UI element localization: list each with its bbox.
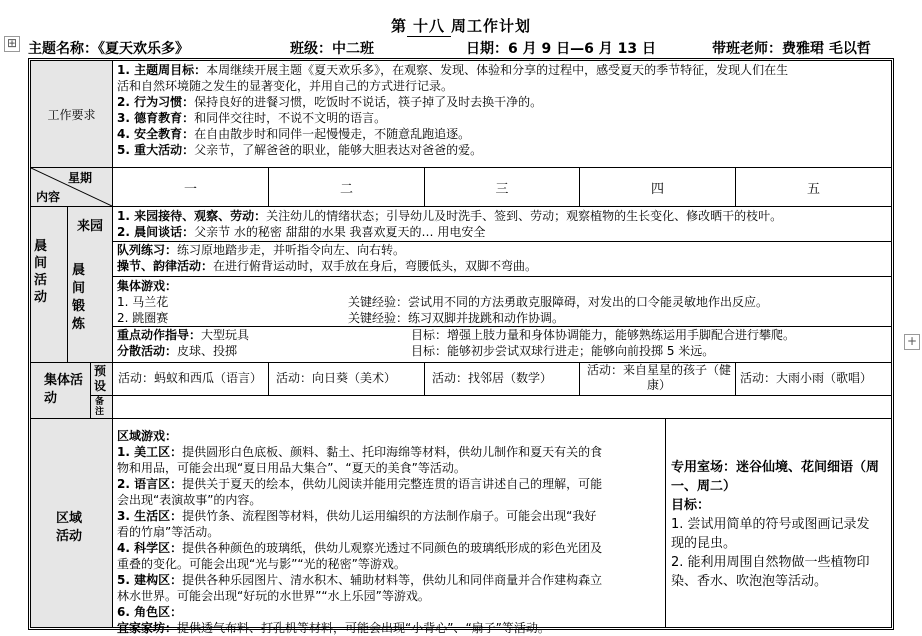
day-header: 四 [650, 181, 664, 197]
class-name: 班级：中二班 [290, 41, 374, 57]
plan-label: 预设 [94, 364, 107, 393]
arrival-label: 来园 [76, 218, 103, 234]
collective-activity: 活动：大雨小雨（歌唱） [740, 371, 873, 385]
note-label: 备注 [95, 397, 105, 417]
work-requirements: 1. 主题周目标：本周继续开展主题《夏天欢乐多》，在观察、发现、体验和分享的过程中，感受夏天的季节特征，发现人们在生 活和自然环境随之发生的显著变化，并用自己的方式进行记录。 2. 行为习惯：保持良好的进餐习惯，吃饭时不说话，筷子掉了及时去换干净的。 3. 德育教育：和同伴交往时，不说不文明的语言。 4. 安全教育：在自由散步时和同伴一起慢慢走，不随意乱跑追逐。 5. 重大活动：父亲节，了解爸爸的职业，能够大胆表达对爸爸的爱。 [117, 63, 789, 157]
theme-name: 主题名称：《夏天欢乐多》 [28, 41, 189, 57]
exercise-drills: 队列练习：练习原地踏步走，并听指令向左、向右转。 操节、韵律活动：在进行俯背运动时，双手放在身后，弯腰低头，双脚不弯曲。 [117, 243, 538, 273]
content-label: 内容 [36, 190, 61, 204]
day-header: 一 [183, 181, 197, 197]
collective-activity: 活动：找邻居（数学） [432, 371, 553, 385]
area-games: 区域游戏： 1. 美工区：提供圆形白色底板、颜料、黏土、托印海绵等材料，供幼儿制作和夏天有关的食 物和用品，可能会出现“夏日用品大集合”、“夏天的美食”等活动。 2. 语言区：提供关于夏天的绘本，供幼儿阅读并能用完整连贯的语言讲述自己的理解，可能 会出现“表演故事”的内容。 3. 生活区：提供竹条、流程图等材料，供幼儿运用编织的方法制作扇子。可能会出现“我好 看的竹扇”等活动。 4. 科学区：提供各种颜色的玻璃纸，供幼儿观察光透过不同颜色的玻璃纸形成的彩色光团及 重叠的变化。可能会出现“光与影”“光的秘密”等游戏。 5. 建构区：提供各种乐园图片、清水积木、辅助材料等，供幼儿和同伴商量并合作建构森立 林水世界。可能会出现“好玩的水世界”“水上乐园”等游戏。 6. 角色区： 宜家家坊：提供透气布料、打孔机等材料，可能会出现“小背心”、“扇子”等活动。 [117, 429, 603, 635]
collective-activity: 活动：蚂蚁和西瓜（语言） [118, 371, 263, 385]
page-title [0, 15, 922, 37]
collective-label: 集体活动 [44, 373, 84, 406]
work-requirements-label: 工作要求 [47, 107, 96, 122]
title-suffix: 周工作计划 [451, 17, 532, 35]
plus-icon[interactable]: + [904, 334, 920, 350]
title-prefix: 第 [390, 17, 407, 35]
collective-games: 集体游戏： [117, 279, 178, 293]
arrival-content: 1. 来园接待、观察、劳动：关注幼儿的情绪状态；引导幼儿及时洗手、签到、劳动；观察植物的生长变化、修改晒干的枝叶。 2. 晨间谈话：父亲节 水的秘密 甜甜的水果 我喜欢夏天的… 用电安全 [117, 209, 783, 239]
game-item: 1. 马兰花 [117, 295, 169, 309]
group-goal: 目标：能够初步尝试双球行进走；能够向前投掷 5 米远。 [411, 344, 715, 358]
area-label: 区域活动 [56, 511, 83, 544]
focus-guidance: 重点动作指导：大型玩具 [117, 328, 250, 342]
day-header: 三 [495, 181, 509, 197]
date-range: 日期：6 月 9 日—6 月 13 日 [466, 41, 656, 57]
teachers: 带班老师：费雅珺 毛以哲 [712, 41, 871, 57]
game-key: 关键经验：尝试用不同的方法勇敢克服障碍，对发出的口令能灵敏地作出反应。 [348, 295, 769, 309]
game-key: 关键经验：练习双脚并拢跳和动作协调。 [348, 311, 565, 325]
day-header: 二 [339, 181, 353, 197]
group-activity: 分散活动：皮球、投掷 [117, 344, 238, 358]
day-header: 五 [806, 181, 820, 197]
exercise-label: 晨间锻炼 [72, 263, 92, 332]
collective-activity: 活动：向日葵（美术） [276, 371, 397, 385]
special-rooms: 专用室场：迷谷仙境、花间细语（周 一、周二） 目标： 1. 尝试用简单的符号或图画记录发 现的昆虫。 2. 能利用周围自然物做一些植物印 染、香水、吹泡泡等活动。 [671, 460, 880, 589]
focus-goal: 目标：增强上肢力量和身体协调能力，能够熟练运用手脚配合进行攀爬。 [411, 328, 796, 342]
morning-label: 晨间活动 [34, 239, 48, 305]
game-item: 2. 跳圈赛 [117, 311, 169, 325]
week-number: 十八 [407, 15, 451, 37]
plus-icon[interactable]: ⊞ [4, 36, 20, 52]
collective-activity: 活动：来自星星的孩子（健康） [586, 363, 731, 392]
week-label: 星期 [68, 171, 93, 185]
